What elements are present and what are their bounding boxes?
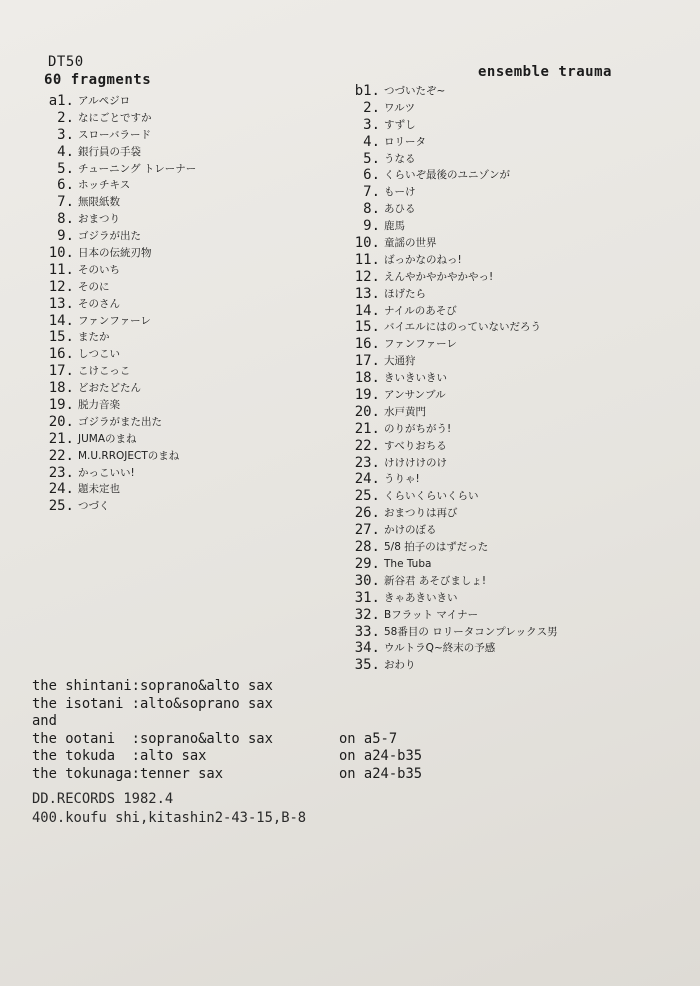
track-title: 童謡の世界 [384,237,437,250]
track-title: のりがちがう! [384,422,452,435]
track-title: バイエルにはのっていないだろう [384,321,541,334]
label-release: DD.RECORDS 1982.4 [32,791,174,807]
side-a-track-list [34,93,196,515]
track-title: しつこい [78,348,120,361]
track-title: 58番目の ロリータコンプレックス男 [384,625,558,638]
track-number: b1. [354,83,380,99]
track-number: 29. [354,555,380,572]
track-title: もーけ [384,186,416,199]
track-number: 4. [57,143,74,160]
track-number: 27. [354,522,380,539]
track-item [340,404,558,421]
track-title: おまつりは再び [384,507,458,520]
track-item [340,134,558,151]
personnel-credits [32,678,422,783]
credit-player: the isotani :alto&soprano sax [32,695,273,712]
track-item [34,481,196,498]
track-title: すずし [384,118,416,131]
track-item [340,184,558,201]
track-title: ゴジラがまた出た [78,415,162,428]
track-item [34,144,196,161]
track-number: 31. [354,589,380,606]
track-title: ナイルのあそび [384,304,457,317]
track-title: ファンファーレ [384,338,457,351]
track-item [340,218,558,235]
track-number: 4. [363,133,380,150]
track-item [340,488,558,505]
track-item [34,279,196,296]
track-number: 25. [48,498,74,515]
track-number: 11. [48,261,74,278]
track-title: かっこいい! [78,466,135,479]
credit-line [32,678,422,696]
track-title: The Tuba [384,557,432,570]
track-number: 3. [57,126,74,143]
track-title: どおたどたん [78,382,141,395]
track-item [340,657,558,674]
track-title: けけけけのけ [384,456,447,469]
track-number: 17. [354,353,380,370]
track-number: 23. [48,464,74,481]
track-item [340,303,558,320]
track-number: 15. [48,329,74,346]
credit-line [32,713,422,731]
track-item [34,465,196,482]
track-item [340,455,558,472]
track-title: くらいぞ最後のユニゾンが [384,169,510,182]
track-title: 水戸黄門 [384,405,426,418]
track-title: ゴジラが出た [78,230,141,243]
track-item [340,83,558,100]
track-title: うりゃ! [384,473,420,486]
track-item [340,624,558,641]
track-number: 24. [354,471,380,488]
track-item [34,498,196,515]
track-number: 6. [57,177,74,194]
track-title: きゃあきいきい [384,591,458,604]
track-item [34,363,196,380]
track-title: 無限紙数 [78,196,120,209]
credit-player: and [32,713,57,729]
track-title: そのいち [78,263,120,276]
track-title: JUMAのまね [78,432,137,445]
track-title: えんやかやかやかやっ! [384,270,494,283]
track-number: 12. [48,278,74,295]
track-number: 2. [363,99,380,116]
track-number: 21. [48,430,74,447]
track-item [340,235,558,252]
track-item [340,336,558,353]
credit-tracks: on a24-b35 [339,748,423,764]
track-title: すべりおちる [384,439,447,452]
track-item [34,262,196,279]
track-number: 16. [354,336,380,353]
track-number: 3. [363,116,380,133]
track-title: こけこっこ [78,365,131,378]
track-item [34,110,196,127]
track-item [340,100,558,117]
track-number: 18. [354,370,380,387]
track-title: スローバラード [78,128,151,141]
track-title: 題未定也 [78,483,120,496]
track-title: アンサンブル [384,389,446,402]
track-title: なにごとですか [78,111,152,124]
track-item [340,387,558,404]
track-number: 19. [48,397,74,414]
track-item [340,117,558,134]
track-title: ワルツ [384,101,416,114]
track-title: ファンファーレ [78,314,151,327]
track-item [34,448,196,465]
track-number: 6. [363,167,380,184]
track-item [340,269,558,286]
track-number: 18. [48,380,74,397]
track-title: 鹿馬 [384,220,405,233]
track-number: 24. [48,481,74,498]
track-number: 11. [354,251,380,268]
track-number: 17. [48,363,74,380]
credit-player: the ootani :soprano&alto sax [32,730,273,747]
track-item [34,161,196,178]
catalog-code: DT50 [48,54,84,70]
credit-line [32,766,422,784]
track-number: 13. [354,285,380,302]
track-title: Bフラット マイナー [384,608,479,621]
track-item [340,286,558,303]
track-item [34,93,196,110]
track-title: くらいくらいくらい [384,490,479,503]
track-title: うなる [384,152,416,165]
track-number: 5. [57,160,74,177]
credit-player: the shintani:soprano&alto sax [32,678,273,694]
track-title: きいきいきい [384,372,447,385]
track-item [34,296,196,313]
track-number: 14. [354,302,380,319]
track-item [34,228,196,245]
track-number: 15. [354,319,380,336]
credit-tracks: on a24-b35 [339,765,423,782]
track-item [34,346,196,363]
track-item [34,245,196,262]
track-number: 7. [363,184,380,201]
track-title: 新谷君 あそびましょ! [384,574,487,587]
track-item [340,421,558,438]
track-title: つづいたぞ~ [384,85,446,97]
track-item [34,431,196,448]
track-item [340,607,558,624]
track-item [340,252,558,269]
track-number: 8. [57,211,74,228]
track-title: ホッチキス [78,179,131,192]
track-title: そのさん [78,297,120,310]
track-item [34,313,196,330]
track-item [340,438,558,455]
credit-line [32,748,422,766]
track-number: 9. [57,228,74,245]
label-info [32,790,306,828]
track-item [340,590,558,607]
track-number: 19. [354,387,380,404]
track-item [340,640,558,657]
track-title: またか [78,331,110,344]
track-title: あひる [384,203,416,216]
track-item [34,414,196,431]
track-number: 7. [57,194,74,211]
track-title: つづく [78,500,110,513]
track-title: かけのぼる [384,524,437,537]
label-address: 400.koufu shi,kitashin2-43-15,B-8 [32,810,307,826]
artist-name: ensemble trauma [478,64,612,80]
credit-line [32,731,422,749]
track-number: 10. [48,245,74,262]
track-item [34,177,196,194]
track-item [34,211,196,228]
track-number: 14. [48,312,74,329]
track-item [340,353,558,370]
track-number: 35. [354,657,380,674]
track-number: 30. [354,572,380,589]
track-title: アルペジロ [78,95,131,107]
track-number: 8. [363,201,380,218]
track-number: 32. [354,606,380,623]
track-title: おわり [384,659,416,672]
track-number: 10. [354,235,380,252]
track-number: a1. [48,93,74,109]
credit-player: the tokunaga:tenner sax [32,765,224,782]
track-title: ばっかなのねっ! [384,253,462,266]
album-title: 60 fragments [44,72,152,88]
track-item [34,397,196,414]
track-item [340,556,558,573]
track-number: 28. [354,539,380,556]
track-item [34,380,196,397]
track-item [340,319,558,336]
track-number: 20. [48,413,74,430]
track-title: 日本の伝統刃物 [78,247,152,260]
track-number: 25. [354,488,380,505]
track-item [34,329,196,346]
track-item [340,167,558,184]
track-item [34,194,196,211]
track-title: そのに [78,280,110,293]
track-title: 大通狩 [384,355,416,368]
track-number: 21. [354,420,380,437]
side-b-track-list [340,83,558,674]
track-item [340,370,558,387]
track-number: 16. [48,346,74,363]
track-item [340,505,558,522]
track-number: 33. [354,623,380,640]
credit-player: the tokuda :alto sax [32,748,207,764]
track-item [340,522,558,539]
track-item [340,151,558,168]
track-item [34,127,196,144]
track-title: ほげたら [384,287,426,300]
track-title: 銀行員の手袋 [78,145,141,158]
track-number: 2. [57,109,74,126]
track-title: チューニング トレーナー [78,162,197,175]
track-number: 12. [354,268,380,285]
track-item [340,539,558,556]
track-item [340,471,558,488]
credit-tracks: on a5-7 [339,730,398,747]
track-number: 5. [363,150,380,167]
track-title: 脱力音楽 [78,399,120,412]
credit-line [32,696,422,714]
track-number: 13. [48,295,74,312]
track-number: 22. [354,437,380,454]
track-item [340,573,558,590]
track-number: 20. [354,403,380,420]
track-number: 9. [363,218,380,235]
track-title: ウルトラQ~終末の予感 [384,642,496,655]
track-title: ロリータ [384,135,426,148]
track-number: 22. [48,447,74,464]
track-number: 23. [354,454,380,471]
track-title: 5/8 拍子のはずだった [384,541,489,554]
track-title: M.U.RROJECTのまね [78,449,180,462]
track-title: おまつり [78,213,120,226]
track-item [340,201,558,218]
track-number: 26. [354,505,380,522]
track-number: 34. [354,640,380,657]
